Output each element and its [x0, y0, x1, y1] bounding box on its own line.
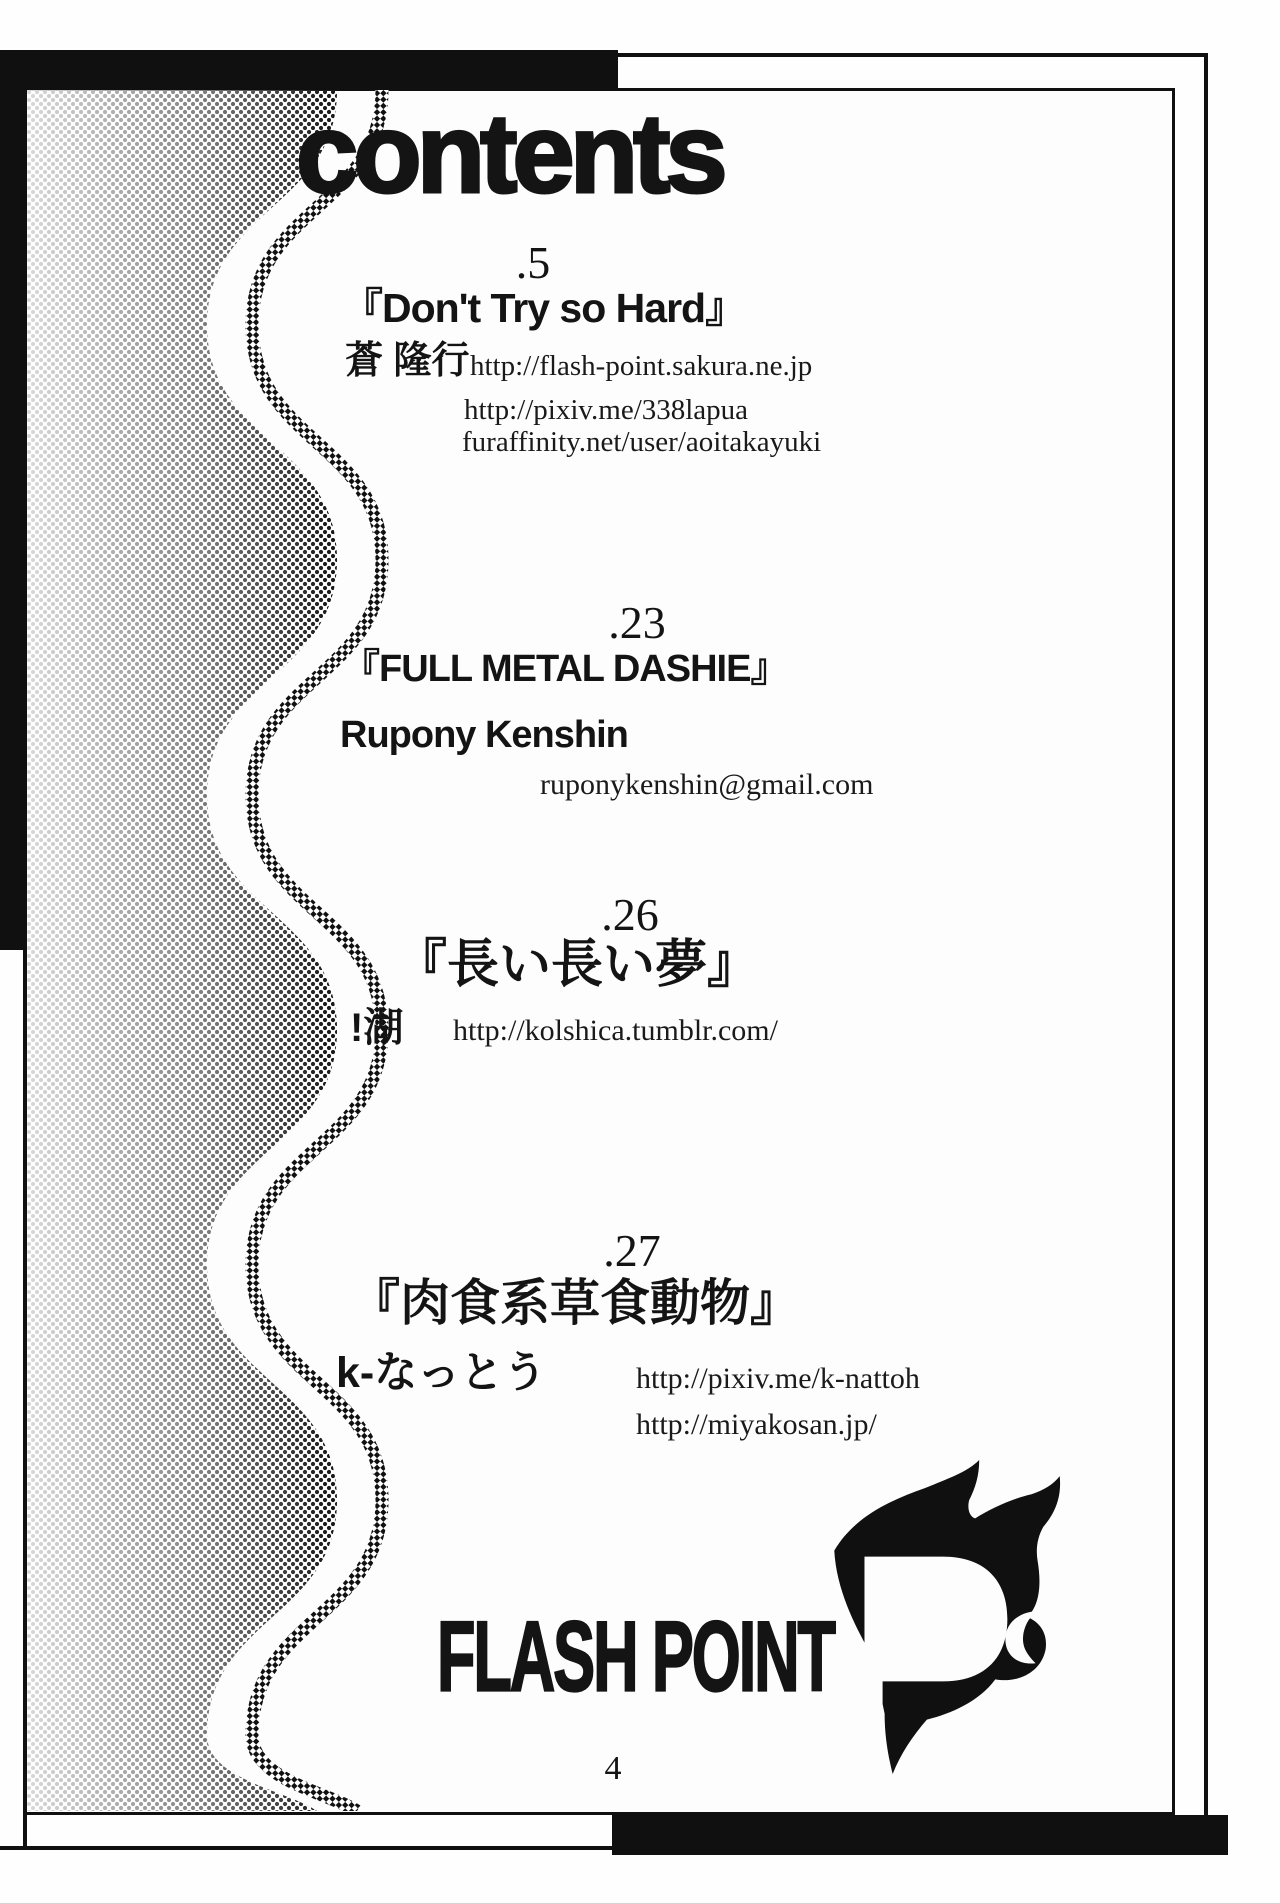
top-left-black-bar [0, 50, 618, 90]
entry-title: 『Don't Try so Hard』 [342, 285, 746, 331]
bottom-right-black-bar [612, 1815, 1228, 1855]
entry-link: http://pixiv.me/338lapua [464, 394, 749, 426]
bottom-left-line [0, 1846, 612, 1850]
left-black-band [0, 50, 27, 950]
entry-author: Rupony Kenshin [340, 714, 628, 756]
outer-frame-right-line [1204, 53, 1208, 1852]
entry-author: 蒼 隆行 [345, 340, 470, 382]
entry-link: ruponykenshin@gmail.com [540, 768, 874, 801]
entry-page-number: .5 [515, 237, 551, 288]
entry-author: !湖 [350, 1006, 404, 1050]
entry-link: http://pixiv.me/k-nattoh [636, 1362, 920, 1395]
entry-link: http://flash-point.sakura.ne.jp [470, 350, 813, 382]
entry-link: furaffinity.net/user/aoitakayuki [462, 426, 822, 458]
entry-title: 『FULL METAL DASHIE』 [342, 648, 788, 690]
halftone-gradient-overlay [27, 90, 367, 1811]
entry-page-number: .27 [603, 1225, 661, 1276]
outer-frame-top-line [618, 53, 1208, 57]
flame-p-icon [826, 1460, 1068, 1777]
entry-author: k-なっとう [336, 1349, 547, 1397]
entry-link: http://kolshica.tumblr.com/ [453, 1014, 778, 1047]
entry-link: http://miyakosan.jp/ [636, 1408, 877, 1441]
circle-name: FLASH POINT [437, 1602, 834, 1713]
entry-page-number: .26 [601, 889, 659, 940]
entry-page-number: .23 [608, 597, 666, 648]
entry-title: 『長い長い夢』 [395, 937, 760, 994]
entry-title: 『肉食系草食動物』 [350, 1275, 800, 1331]
folio-page-number: 4 [604, 1750, 622, 1787]
page-title: contents [296, 91, 723, 216]
